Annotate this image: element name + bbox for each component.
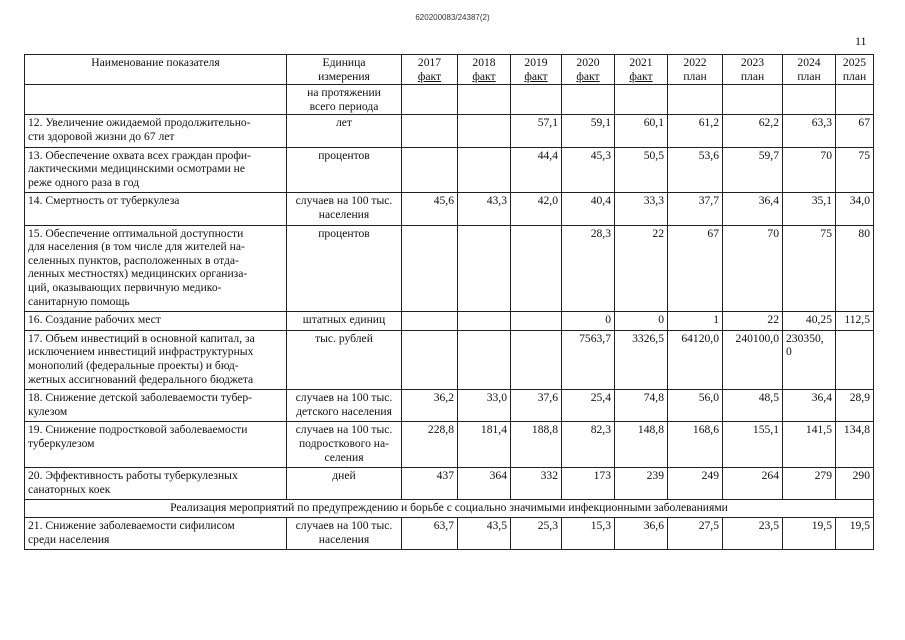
value-cell: 36,4 <box>783 390 836 422</box>
value-cell: 155,1 <box>723 422 783 468</box>
cell-line: дней <box>332 469 356 483</box>
value-cell: 63,7 <box>402 518 458 550</box>
indicator-name <box>25 422 287 468</box>
cell-line: монополий (федеральные проекты) и бюд- <box>28 358 239 372</box>
cell-line: лактическими медицинскими осмотрами не <box>28 162 245 176</box>
value-cell: 63,3 <box>783 115 836 147</box>
table-row <box>25 422 874 468</box>
value-cell: 28,3 <box>562 225 615 312</box>
value-cell <box>511 312 562 331</box>
value-cell: 43,3 <box>458 193 511 225</box>
cell-line: ленных местностях) медицинских организа- <box>28 267 248 281</box>
value-cell: 28,9 <box>836 390 874 422</box>
value-cell <box>836 330 874 389</box>
value-cell: 74,8 <box>615 390 668 422</box>
cell-line: лет <box>336 116 352 130</box>
cell-line: исключением инвестиций инфраструктурных <box>28 345 254 359</box>
indicator-name <box>25 147 287 193</box>
value-cell: 48,5 <box>723 390 783 422</box>
document-code: 620200083/24387(2) <box>415 13 490 22</box>
header-unit <box>287 55 402 85</box>
header-year-number: 2019 <box>524 56 548 69</box>
section-row <box>25 500 874 518</box>
cell-line: штатных единиц <box>302 313 386 327</box>
value-cell: 249 <box>668 468 723 500</box>
value-cell: 239 <box>615 468 668 500</box>
header-year <box>668 55 723 85</box>
header-year-number: 2021 <box>629 56 653 69</box>
value-cell: 42,0 <box>511 193 562 225</box>
value-cell: 240100,0 <box>723 330 783 389</box>
value-cell: 67 <box>668 225 723 312</box>
header-year-kind: факт <box>629 69 653 83</box>
value-cell: 364 <box>458 468 511 500</box>
header-year-kind: факт <box>576 69 600 83</box>
indicator-name <box>25 390 287 422</box>
value-cell: 45,6 <box>402 193 458 225</box>
indicator-name <box>25 468 287 500</box>
value-cell: 134,8 <box>836 422 874 468</box>
value-cell: 75 <box>783 225 836 312</box>
header-year <box>615 55 668 85</box>
value-cell: 27,5 <box>668 518 723 550</box>
cell-line: населения <box>318 532 370 546</box>
cell-line: 20. Эффективность работы туберкулезных <box>28 469 238 483</box>
value-cell: 22 <box>615 225 668 312</box>
value-cell <box>458 147 511 193</box>
value-cell <box>402 312 458 331</box>
cell-line: санаторных коек <box>28 482 111 496</box>
value-cell: 0 <box>562 312 615 331</box>
value-cell: 70 <box>723 225 783 312</box>
unit-cell <box>287 312 402 331</box>
unit-cell <box>287 115 402 147</box>
header-year <box>402 55 458 85</box>
value-cell: 33,3 <box>615 193 668 225</box>
value-cell <box>511 330 562 389</box>
indicator-name <box>25 312 287 331</box>
indicator-name <box>25 115 287 147</box>
unit-cell <box>287 422 402 468</box>
header-year-kind: план <box>797 69 821 83</box>
value-cell: 25,3 <box>511 518 562 550</box>
cell-line: туберкулезом <box>28 436 95 450</box>
cell-line: на протяжении <box>307 86 381 100</box>
cell-line: 15. Обеспечение оптимальной доступности <box>28 226 244 240</box>
table-row <box>25 147 874 193</box>
cell-line: ций, оказывающих первичную медико- <box>28 280 222 294</box>
cell-line: 19. Снижение подростковой заболеваемости <box>28 423 248 437</box>
cell-line: сти здоровой жизни до 67 лет <box>28 129 175 143</box>
value-cell: 56,0 <box>668 390 723 422</box>
continuation-value <box>511 85 562 115</box>
continuation-row <box>25 85 874 115</box>
value-cell: 290 <box>836 468 874 500</box>
value-cell: 112,5 <box>836 312 874 331</box>
unit-cell <box>287 193 402 225</box>
indicator-name <box>25 330 287 389</box>
cell-line: измерения <box>318 69 370 83</box>
indicator-name <box>25 225 287 312</box>
cell-line: для населения (в том числе для жителей на- <box>28 240 245 254</box>
cell-line: среди населения <box>28 532 110 546</box>
value-cell: 37,7 <box>668 193 723 225</box>
value-cell: 80 <box>836 225 874 312</box>
cell-line: 14. Смертность от туберкулеза <box>28 194 180 208</box>
value-cell: 35,1 <box>783 193 836 225</box>
header-name-text: Наименование показателя <box>91 56 220 69</box>
value-cell: 40,25 <box>783 312 836 331</box>
value-cell: 181,4 <box>458 422 511 468</box>
cell-line: процентов <box>318 226 370 240</box>
value-cell <box>458 330 511 389</box>
value-cell: 40,4 <box>562 193 615 225</box>
value-cell: 1 <box>668 312 723 331</box>
cell-line: всего периода <box>309 99 379 113</box>
cell-line: случаев на 100 тыс. <box>295 519 393 533</box>
header-row <box>25 55 874 85</box>
cell-line: 17. Объем инвестиций в основной капитал, за <box>28 331 255 345</box>
header-year-kind: план <box>740 69 765 83</box>
value-cell: 3326,5 <box>615 330 668 389</box>
value-cell: 37,6 <box>511 390 562 422</box>
value-cell <box>402 225 458 312</box>
unit-cell <box>287 147 402 193</box>
cell-line: 16. Создание рабочих мест <box>28 313 161 327</box>
value-cell: 33,0 <box>458 390 511 422</box>
value-cell <box>458 225 511 312</box>
cell-line: детского населения <box>296 404 392 418</box>
unit-cell <box>287 518 402 550</box>
header-year-number: 2018 <box>472 56 496 69</box>
value-cell: 19,5 <box>783 518 836 550</box>
header-year-kind: факт <box>524 69 548 83</box>
unit-cell <box>287 468 402 500</box>
value-cell: 25,4 <box>562 390 615 422</box>
value-cell: 36,6 <box>615 518 668 550</box>
value-cell: 75 <box>836 147 874 193</box>
table-row <box>25 518 874 550</box>
cell-line: Единица <box>322 56 366 69</box>
value-cell: 264 <box>723 468 783 500</box>
indicator-name <box>25 193 287 225</box>
value-cell: 23,5 <box>723 518 783 550</box>
header-year <box>511 55 562 85</box>
value-cell <box>458 312 511 331</box>
continuation-value <box>783 85 836 115</box>
header-year <box>723 55 783 85</box>
value-cell: 173 <box>562 468 615 500</box>
page-number: 11 <box>855 34 867 48</box>
table-row <box>25 390 874 422</box>
value-cell <box>402 115 458 147</box>
value-cell: 437 <box>402 468 458 500</box>
indicator-name <box>25 518 287 550</box>
cell-line: подросткового на- <box>298 436 390 450</box>
cell-line: населения <box>318 207 370 221</box>
continuation-value <box>836 85 874 115</box>
cell-line: процентов <box>318 148 370 162</box>
continuation-value <box>562 85 615 115</box>
value-cell: 57,1 <box>511 115 562 147</box>
continuation-value <box>723 85 783 115</box>
cell-line: 13. Обеспечение охвата всех граждан профи- <box>28 148 251 162</box>
value-cell: 15,3 <box>562 518 615 550</box>
header-year-number: 2023 <box>740 56 765 69</box>
table-row <box>25 312 874 331</box>
continuation-value <box>615 85 668 115</box>
value-cell: 70 <box>783 147 836 193</box>
value-cell: 62,2 <box>723 115 783 147</box>
cell-line: случаев на 100 тыс. <box>295 423 393 437</box>
value-cell: 82,3 <box>562 422 615 468</box>
value-cell: 230350, 0 <box>783 330 836 389</box>
table-body <box>25 55 874 550</box>
value-cell <box>511 225 562 312</box>
value-cell: 50,5 <box>615 147 668 193</box>
continuation-value <box>402 85 458 115</box>
value-cell: 34,0 <box>836 193 874 225</box>
header-year-number: 2017 <box>417 56 442 69</box>
table-row <box>25 468 874 500</box>
value-cell: 67 <box>836 115 874 147</box>
value-cell: 279 <box>783 468 836 500</box>
value-cell: 60,1 <box>615 115 668 147</box>
table-row <box>25 225 874 312</box>
table-row <box>25 115 874 147</box>
value-cell: 22 <box>723 312 783 331</box>
value-cell: 228,8 <box>402 422 458 468</box>
header-year-number: 2024 <box>797 56 821 69</box>
cell-line: жетных ассигнований федерального бюджета <box>28 372 254 386</box>
header-year-number: 2025 <box>842 56 867 69</box>
value-cell: 59,1 <box>562 115 615 147</box>
value-cell: 148,8 <box>615 422 668 468</box>
value-cell: 0 <box>615 312 668 331</box>
continuation-value <box>668 85 723 115</box>
cell-line: селения <box>324 450 364 464</box>
value-cell: 53,6 <box>668 147 723 193</box>
unit-cell <box>287 330 402 389</box>
value-cell: 45,3 <box>562 147 615 193</box>
continuation-name <box>25 85 287 115</box>
value-cell: 44,4 <box>511 147 562 193</box>
value-cell: 43,5 <box>458 518 511 550</box>
value-cell <box>402 147 458 193</box>
unit-cell <box>287 225 402 312</box>
value-cell: 332 <box>511 468 562 500</box>
cell-line: 18. Снижение детской заболеваемости тубер- <box>28 391 252 405</box>
cell-line: санитарную помощь <box>28 294 130 308</box>
value-cell: 7563,7 <box>562 330 615 389</box>
value-cell: 36,4 <box>723 193 783 225</box>
value-cell: 64120,0 <box>668 330 723 389</box>
cell-line: селенных пунктов, расположенных в отда- <box>28 253 239 267</box>
indicator-table <box>24 54 874 550</box>
cell-line: кулезом <box>28 404 68 418</box>
section-title: Реализация мероприятий по предупреждению и борьбе с социально значимыми инфекционными заболеваниями <box>25 500 874 518</box>
header-year <box>783 55 836 85</box>
cell-line: реже одного раза в год <box>28 175 140 189</box>
cell-line: 21. Снижение заболеваемости сифилисом <box>28 519 235 533</box>
header-year <box>562 55 615 85</box>
value-cell: 168,6 <box>668 422 723 468</box>
header-year <box>458 55 511 85</box>
cell-line: случаев на 100 тыс. <box>295 194 393 208</box>
value-cell: 19,5 <box>836 518 874 550</box>
header-year-kind: факт <box>417 69 442 83</box>
continuation-unit <box>287 85 402 115</box>
value-cell: 141,5 <box>783 422 836 468</box>
table-row <box>25 330 874 389</box>
cell-line: случаев на 100 тыс. <box>295 391 393 405</box>
value-cell: 59,7 <box>723 147 783 193</box>
value-cell: 188,8 <box>511 422 562 468</box>
header-year-number: 2022 <box>683 56 707 69</box>
cell-line: тыс. рублей <box>315 331 373 345</box>
header-year-kind: факт <box>472 69 496 83</box>
value-cell <box>458 115 511 147</box>
unit-cell <box>287 390 402 422</box>
table-row <box>25 193 874 225</box>
value-cell <box>402 330 458 389</box>
value-cell: 36,2 <box>402 390 458 422</box>
continuation-value <box>458 85 511 115</box>
header-name <box>25 55 287 85</box>
header-year-kind: план <box>683 69 707 83</box>
header-year <box>836 55 874 85</box>
cell-line: 12. Увеличение ожидаемой продолжительно- <box>28 116 251 130</box>
header-year-number: 2020 <box>576 56 600 69</box>
header-year-kind: план <box>842 69 867 83</box>
value-cell: 61,2 <box>668 115 723 147</box>
